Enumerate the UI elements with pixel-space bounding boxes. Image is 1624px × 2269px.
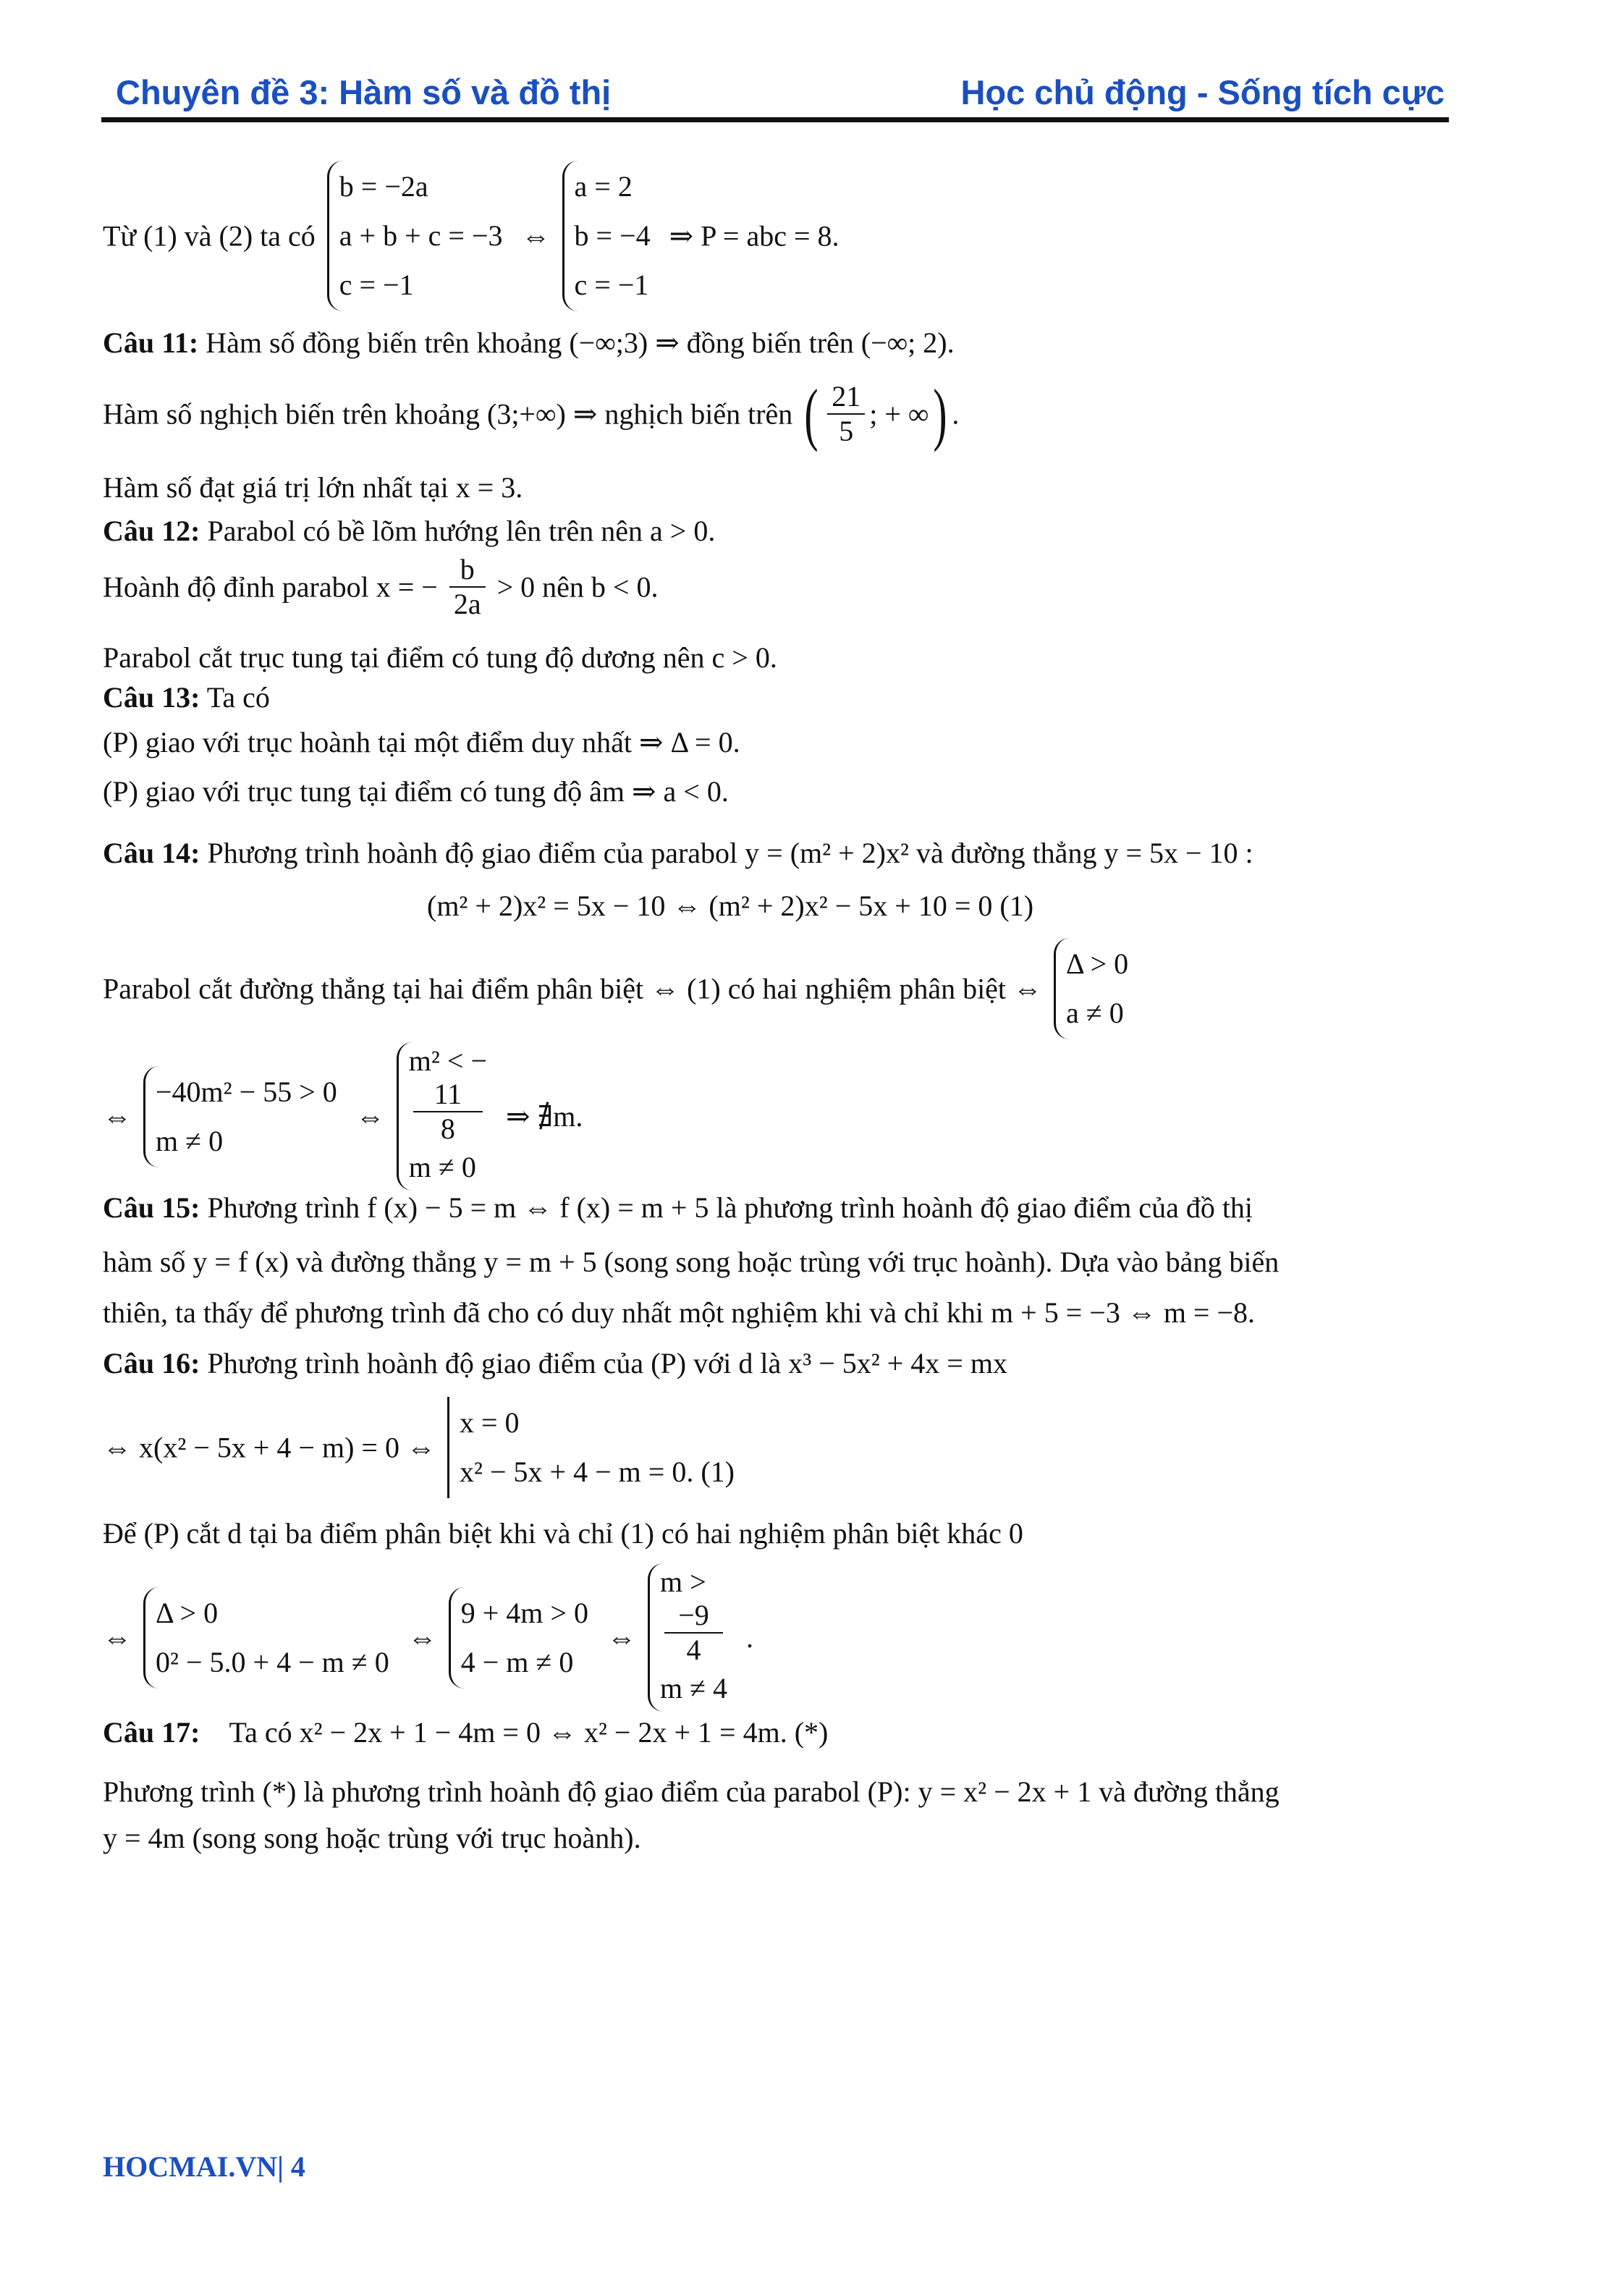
system-row: m > −9 4 [660,1565,727,1667]
fraction-numerator: 21 [827,380,865,415]
system-row: b = −4 [574,219,651,252]
q17-label: Câu 17: [103,1716,200,1749]
intro-system-2 [562,161,658,311]
q16-fraction [664,1599,723,1667]
q16-line-4 [103,1563,753,1712]
q14-text-1: Phương trình hoành độ giao điểm của parabol y = (m² + 2)x² và đường thẳng y = 5x − 10 : [207,837,1253,869]
q12-fraction [449,553,486,621]
equivalence-symbol: ⇔ [355,1100,385,1133]
system-row: m ≠ 0 [408,1151,476,1183]
q11-text-1: Hàm số đồng biến trên khoảng (−∞;3) ⇒ đồng biến trên (−∞; 2). [206,326,955,359]
q16-line-3: Để (P) cắt d tại ba điểm phân biệt khi và chỉ (1) có hai nghiệm phân biệt khác 0 [103,1517,1023,1550]
q14-system-a [1054,938,1135,1039]
equivalence-symbol: ⇔ [407,1621,437,1654]
q14-line-3 [103,938,1140,1039]
system-row: m² < − 11 8 [408,1044,488,1145]
system-row: 4 − m ≠ 0 [460,1645,574,1678]
intro-system-1 [327,161,510,311]
system-row: a = 2 [574,170,633,203]
system-row: c = −1 [339,269,414,301]
q16-text-1: Phương trình hoành độ giao điểm của (P) với d là x³ − 5x² + 4x = mx [207,1347,1007,1379]
header-chapter-title: Chuyên đề 3: Hàm số và đồ thị [116,73,612,111]
q16-text-2: ⇔ x(x² − 5x + 4 − m) = 0 ⇔ [103,1431,436,1464]
q15-label: Câu 15: [103,1191,200,1224]
q12-label: Câu 12: [103,515,200,547]
q12-text-2: Hoành độ đỉnh parabol x = − [103,570,438,604]
header-slogan: Học chủ động - Sống tích cực [960,73,1445,111]
fraction-numerator: −9 [664,1599,723,1634]
q14-line-1 [103,836,1253,870]
q11-line-1 [103,326,955,360]
q16-system-a [447,1397,742,1498]
q16-label: Câu 16: [103,1347,200,1379]
q14-label: Câu 14: [103,837,200,869]
q14-system-b [143,1066,344,1167]
system-row: b = −2a [339,170,428,203]
q17-text-1: Ta có x² − 2x + 1 − 4m = 0 ⇔ x² − 2x + 1 = 4m. (*) [229,1716,829,1749]
q13-line-3: (P) giao với trục tung tại điểm có tung độ âm ⇒ a < 0. [103,775,729,808]
system-row: Δ > 0 [1066,947,1129,980]
q11-line-3: Hàm số đạt giá trị lớn nhất tại x = 3. [103,471,523,504]
q15-line-2: hàm số y = f (x) và đường thẳng y = m + 5 (song song hoặc trùng với trục hoành). Dựa vào bảng biến [103,1246,1280,1278]
fraction-denominator: 5 [839,415,854,447]
q17-line-1 [103,1715,828,1749]
q14-line-4 [103,1042,583,1191]
system-row: m ≠ 0 [156,1124,224,1157]
fraction-numerator: b [449,553,486,588]
system-row: −40m² − 55 > 0 [156,1075,337,1108]
open-paren: ( [804,375,819,452]
system-row: x² − 5x + 4 − m = 0. (1) [459,1455,735,1488]
system-row: a + b + c = −3 [339,219,503,252]
q11-fraction [827,380,865,448]
period: . [746,1621,754,1654]
q16-system-b [143,1587,397,1689]
q17-line-2: Phương trình (*) là phương trình hoành độ giao điểm của parabol (P): y = x² − 2x + 1 và đường thẳng [103,1775,1280,1808]
q11-text-2: Hàm số nghịch biến trên khoảng (3;+∞) ⇒ nghịch biến trên [103,397,793,431]
fraction-denominator: 4 [686,1634,701,1666]
q11-text-2b: ; + ∞ [869,397,929,431]
system-row: Δ > 0 [156,1596,219,1629]
q17-line-3: y = 4m (song song hoặc trùng với trục hoành). [103,1822,641,1854]
q12-line-3: Parabol cắt trục tung tại điểm có tung độ dương nên c > 0. [103,641,777,674]
equivalence-symbol: ⇔ [606,1621,636,1654]
q16-line-1 [103,1346,1007,1380]
q16-system-c [449,1587,596,1689]
system-row: a ≠ 0 [1066,997,1124,1029]
equivalence-symbol: ⇔ [103,1100,132,1133]
page-footer: HOCMAI.VN| 4 [103,2150,305,2183]
q13-line-2: (P) giao với trục hoành tại một điểm duy nhất ⇒ Δ = 0. [103,726,740,759]
q11-line-2 [103,375,960,452]
q12-line-1 [103,514,715,548]
q13-line-1 [103,680,270,714]
q15-text-1: Phương trình f (x) − 5 = m ⇔ f (x) = m + 5 là phương trình hoành độ giao điểm của đồ thị [207,1191,1253,1224]
q16-line-2 [103,1397,746,1498]
q12-text-2b: > 0 nên b < 0. [496,570,659,604]
system-row: 9 + 4m > 0 [460,1596,588,1629]
q12-line-2 [103,553,658,621]
q11-label: Câu 11: [103,326,199,359]
fraction-numerator: 11 [413,1078,483,1112]
period: . [952,397,960,431]
q13-text-1: Ta có [206,681,270,714]
q16-system-d [648,1563,735,1712]
system-row: c = −1 [574,269,649,301]
fraction-denominator: 8 [440,1112,455,1145]
q12-text-1: Parabol có bề lõm hướng lên trên nên a > 0. [207,515,716,547]
q14-text-3: Parabol cắt đường thẳng tại hai điểm phân biệt ⇔ (1) có hai nghiệm phân biệt ⇔ [103,972,1043,1005]
system-row: x = 0 [459,1406,520,1439]
q15-line-1 [103,1191,1253,1225]
q14-fraction [413,1078,483,1146]
intro-result: ⇒ P = abc = 8. [669,219,840,253]
fraction-denominator: 2a [453,588,481,620]
q14-line-2: (m² + 2)x² = 5x − 10 ⇔ (m² + 2)x² − 5x + 10 = 0 (1) [427,890,1034,922]
system-row: m ≠ 4 [659,1672,728,1704]
q15-line-3: thiên, ta thấy để phương trình đã cho có duy nhất một nghiệm khi và chỉ khi m + 5 = −3 ⇔ m = −8. [103,1296,1256,1329]
q14-result: ⇒ ∄m. [506,1100,583,1133]
equivalence-symbol: ⇔ [521,219,551,253]
q14-system-c [397,1042,494,1191]
equivalence-symbol: ⇔ [103,1621,132,1654]
header-divider [101,117,1449,122]
intro-prefix: Từ (1) và (2) ta có [103,219,316,253]
q13-label: Câu 13: [103,681,200,714]
close-paren: ) [933,375,947,452]
intro-line [103,161,840,311]
system-row: 0² − 5.0 + 4 − m ≠ 0 [156,1645,389,1678]
